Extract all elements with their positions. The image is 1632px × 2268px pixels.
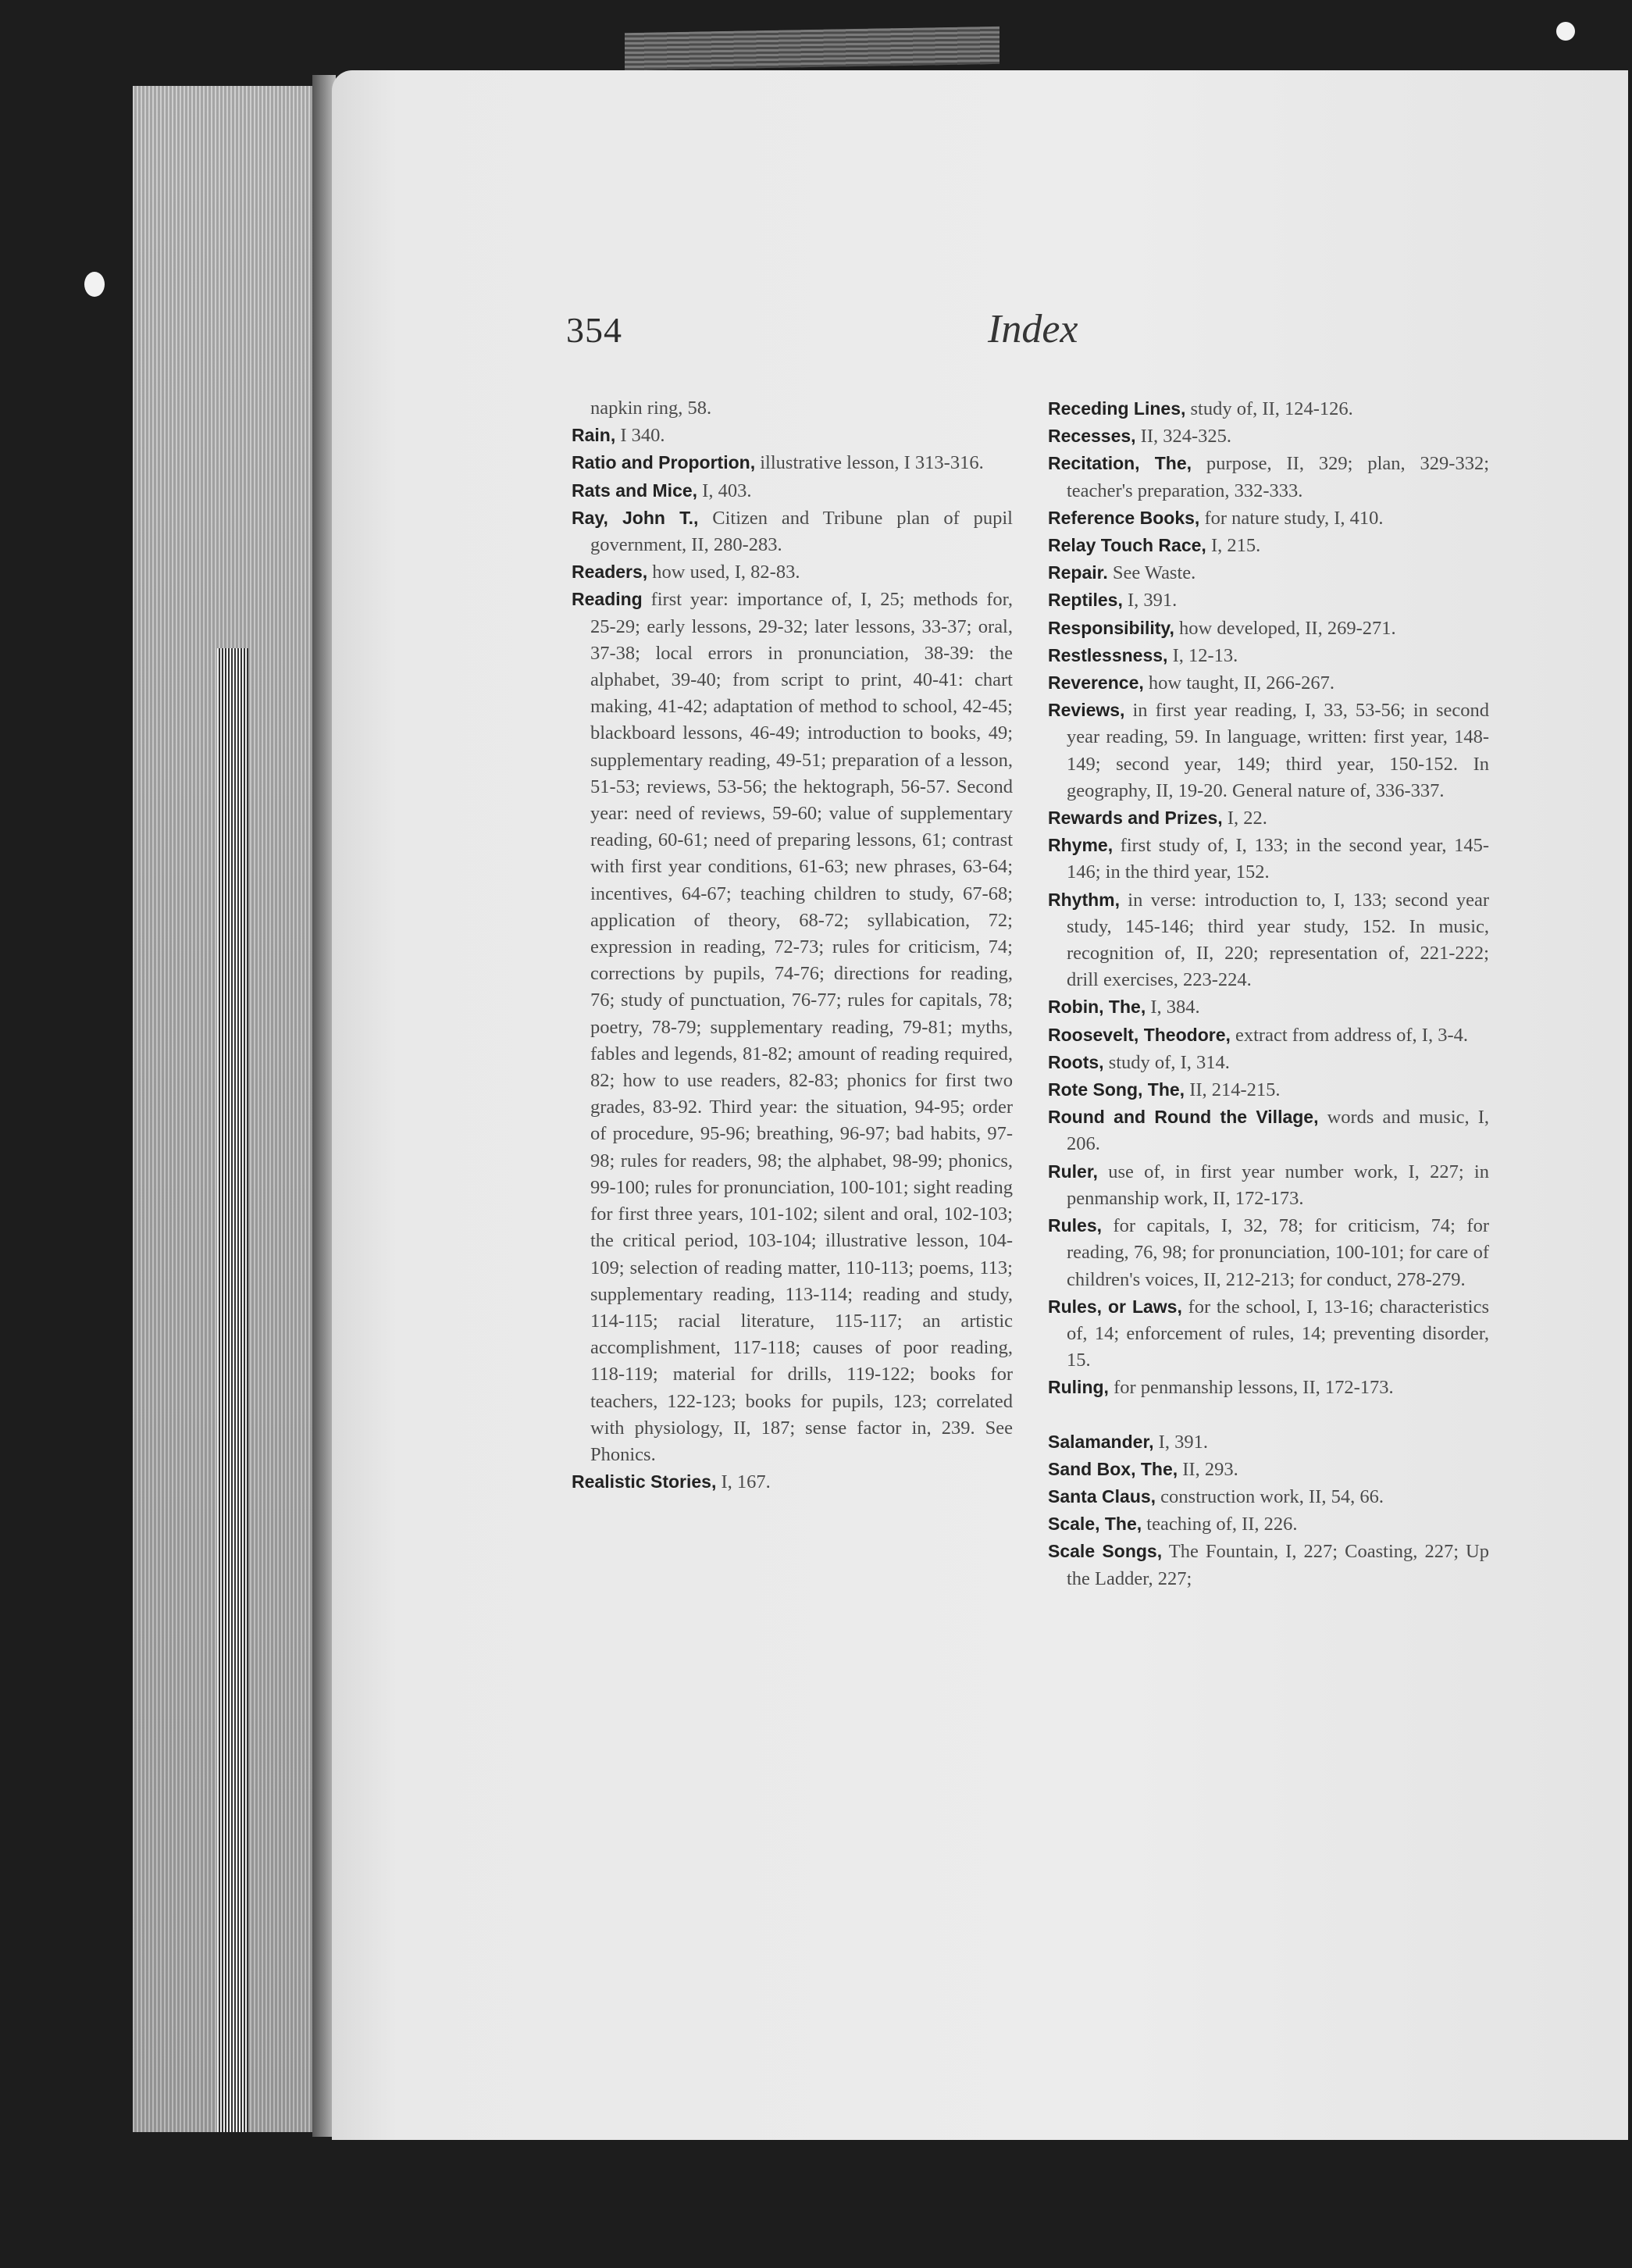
index-entry-text: II, 293. bbox=[1178, 1458, 1238, 1480]
index-entry-heading: Rhythm, bbox=[1048, 889, 1120, 910]
index-entry-heading: Ray, John T., bbox=[572, 507, 699, 528]
index-entry-heading: Receding Lines, bbox=[1048, 398, 1186, 419]
index-entry-heading: Rhyme, bbox=[1048, 835, 1114, 856]
page-number: 354 bbox=[566, 310, 622, 350]
index-entry-text: I, 22. bbox=[1222, 808, 1267, 829]
index-entry-text: study of, II, 124-126. bbox=[1185, 398, 1353, 419]
index-entry bbox=[1048, 697, 1489, 804]
index-entry bbox=[1048, 993, 1489, 1021]
index-entry-heading: Recitation, The, bbox=[1048, 453, 1192, 474]
index-entry bbox=[1048, 395, 1489, 423]
index-entry bbox=[1048, 1538, 1489, 1592]
index-entry bbox=[1048, 642, 1489, 669]
index-entry-heading: Scale, The, bbox=[1048, 1514, 1142, 1535]
index-entry-text: extract from address of, I, 3-4. bbox=[1230, 1024, 1468, 1046]
index-entry-heading: Responsibility, bbox=[1048, 617, 1174, 638]
scan-speck bbox=[84, 272, 105, 297]
index-entry-heading: Round and Round the Village, bbox=[1048, 1107, 1319, 1128]
index-entry-heading: Reverence, bbox=[1048, 672, 1144, 694]
index-entry bbox=[1048, 669, 1489, 697]
index-entry bbox=[1048, 1076, 1489, 1104]
index-entry-heading: Roots, bbox=[1048, 1051, 1104, 1072]
index-entry-text: purpose, II, 329; plan, 329-332; teacher's preparation, 332-333. bbox=[1067, 453, 1489, 501]
index-entry-text: See Waste. bbox=[1107, 562, 1196, 584]
index-entry-text: study of, I, 314. bbox=[1103, 1051, 1230, 1073]
index-entry-text: napkin ring, 58. bbox=[590, 398, 712, 419]
index-entry-text: I, 12-13. bbox=[1167, 644, 1238, 666]
index-entry-heading: Robin, The, bbox=[1048, 997, 1146, 1018]
index-entry-heading: Rewards and Prizes, bbox=[1048, 808, 1223, 829]
index-entry-text: use of, in first year number work, I, 227; in penmanship work, II, 172-173. bbox=[1067, 1161, 1489, 1209]
index-entry bbox=[1048, 1510, 1489, 1538]
index-entry bbox=[572, 1468, 1013, 1496]
index-entry-heading: Santa Claus, bbox=[1048, 1485, 1156, 1507]
index-entry-text: for the school, I, 13-16; characteristics of, 14; enforcement of rules, 14; preventing disorder, 15. bbox=[1067, 1296, 1490, 1371]
index-entry-heading: Relay Touch Race, bbox=[1048, 535, 1206, 556]
index-entry bbox=[1048, 1049, 1489, 1076]
index-entry-heading: Repair. bbox=[1048, 562, 1108, 583]
index-entry-text: in verse: introduction to, I, 133; second year study, 145-146; third year study, 152. In music, recognition of, II, 220; representation of, 221-222; drill exercises, 223-224. bbox=[1067, 889, 1489, 991]
book-page-edges-inner bbox=[217, 648, 248, 2132]
index-entry-text: for nature study, I, 410. bbox=[1199, 507, 1384, 529]
index-entry bbox=[1048, 832, 1489, 886]
index-entry-text: how developed, II, 269-271. bbox=[1174, 617, 1396, 639]
index-entry bbox=[572, 422, 1013, 449]
index-entry bbox=[1048, 1483, 1489, 1510]
index-entry bbox=[1048, 450, 1489, 504]
index-entry-heading: Reference Books, bbox=[1048, 507, 1200, 528]
index-column-right bbox=[1048, 395, 1489, 1592]
index-entry-heading: Recesses, bbox=[1048, 426, 1136, 447]
index-entry bbox=[1048, 886, 1489, 994]
index-entry bbox=[1048, 1212, 1489, 1293]
index-entry-text: for penmanship lessons, II, 172-173. bbox=[1108, 1377, 1394, 1399]
page-header bbox=[566, 309, 1491, 356]
index-entry bbox=[1048, 505, 1489, 532]
index-entry bbox=[572, 558, 1013, 586]
index-entry-heading: Reviews, bbox=[1048, 700, 1125, 721]
index-entry bbox=[1048, 1022, 1489, 1049]
index-entry-heading: Rats and Mice, bbox=[572, 480, 698, 501]
index-entry-heading: Reptiles, bbox=[1048, 590, 1123, 611]
index-entry-text: first year: importance of, I, 25; methods for, 25-29; early lessons, 29-32; later lessons, 33-37; oral, 37-38; local errors in pronunciation, 38-39: the alphabet, 39-40; from script to print, 40-41: chart making, 41-42; adaptation of method to school, 42-45; blackboard lessons, 46-49; introduction to books, 49; supplementary reading, 49-51; preparation of a lesson, 51-53; reviews, 53-56; the hektograph, 56-57. Second year: need of reviews, 59-60; value of supplementary reading, 60-61; need of preparing lessons, 61; contrast with first year conditions, 61-63; new phrases, 63-64; incentives, 64-67; teaching children to study, 67-68; application of theory, 68-72; syllabication, 72; expression in reading, 72-73; rules for criticism, 74; corrections by pupils, 74-76; directions for reading, 76; study of punctuation, 76-77; rules for capitals, 78; poetry, 78-79; supplementary reading, 79-81; myths, fables and legends, 81-82; amount of reading required, 82; how to use readers, 82-83; phonics for first two grades, 83-92. Third year: the situation, 94-95; order of procedure, 95-96; breathing, 96-97; bad habits, 97-98; rules for readers, 98; the alphabet, 98-99; phonics, 99-100; rules for pronunciation, 100-101; sight reading for first three years, 101-102; silent and oral, 102-103; the critical period, 103-104; illustrative lesson, 104-109; selection of reading matter, 110-113; poems, 113; supplementary reading, 113-114; reading and study, 114-115; racial literature, 115-117; an artistic accomplishment, 117-118; causes of poor reading, 118-119; material for drills, 119-122; books for teachers, 122-123; books for pupils, 123; correlated with physiology, II, 187; sense factor in, 239. See Phonics. bbox=[590, 589, 1013, 1465]
index-entry-heading: Ratio and Proportion, bbox=[572, 452, 756, 473]
index-entry bbox=[1048, 423, 1489, 450]
index-entry bbox=[1048, 532, 1489, 559]
index-entry-text: how taught, II, 266-267. bbox=[1143, 672, 1335, 694]
index-entry-heading: Readers, bbox=[572, 562, 648, 583]
index-entry bbox=[1048, 1104, 1489, 1157]
index-entry-text: how used, I, 82-83. bbox=[647, 562, 800, 583]
index-entry-text: II, 324-325. bbox=[1135, 426, 1232, 448]
index-entry-text: I, 215. bbox=[1206, 535, 1261, 557]
index-entry-heading: Roosevelt, Theodore, bbox=[1048, 1024, 1231, 1045]
index-entry bbox=[572, 586, 1013, 1468]
index-entry-text: I, 167. bbox=[716, 1471, 771, 1493]
index-entry-text: words and music, I, 206. bbox=[1067, 1107, 1489, 1155]
index-entry-text: I 340. bbox=[615, 425, 665, 447]
index-entry-heading: Rote Song, The, bbox=[1048, 1079, 1185, 1100]
index-entry bbox=[1048, 1374, 1489, 1401]
page-title: Index bbox=[988, 307, 1078, 351]
index-entry-heading: Rain, bbox=[572, 425, 616, 446]
index-entry-text: I, 403. bbox=[697, 480, 752, 501]
index-entry-heading: Rules, or Laws, bbox=[1048, 1296, 1182, 1317]
index-entry-text: Citizen and Tribune plan of pupil government, II, 280-283. bbox=[590, 507, 1013, 556]
index-entry-heading: Rules, bbox=[1048, 1215, 1103, 1236]
index-entry-text: teaching of, II, 226. bbox=[1142, 1514, 1298, 1535]
index-entry-text: I, 384. bbox=[1146, 997, 1200, 1018]
scan-speck bbox=[1556, 22, 1575, 41]
index-column-left bbox=[572, 395, 1013, 1496]
index-entry-heading: Realistic Stories, bbox=[572, 1471, 717, 1492]
index-entry bbox=[1048, 1293, 1489, 1375]
index-entry bbox=[572, 449, 1013, 476]
index-entry bbox=[1048, 1428, 1489, 1456]
index-entry-heading: Ruler, bbox=[1048, 1161, 1098, 1182]
index-entry-heading: Sand Box, The, bbox=[1048, 1458, 1178, 1479]
index-entry-text: The Fountain, I, 227; Coasting, 227; Up the Ladder, 227; bbox=[1067, 1541, 1489, 1589]
index-entry-text: I, 391. bbox=[1122, 590, 1178, 612]
index-entry-heading: Reading bbox=[572, 589, 643, 610]
index-entry-text: in first year reading, I, 33, 53-56; in second year reading, 59. In language, written: first year, 148-149; second year, 149; third year, 150-152. In geography, II, 19-20. General nature of, 336-337. bbox=[1067, 700, 1489, 801]
index-entry bbox=[572, 505, 1013, 558]
book-page-edges bbox=[133, 86, 332, 2132]
index-entry-text: construction work, II, 54, 66. bbox=[1156, 1485, 1384, 1507]
index-entry bbox=[1048, 804, 1489, 832]
index-entry-text: first study of, I, 133; in the second year, 145-146; in the third year, 152. bbox=[1067, 835, 1489, 883]
index-entry-heading: Salamander, bbox=[1048, 1431, 1154, 1452]
index-entry-heading: Restlessness, bbox=[1048, 644, 1168, 665]
index-entry bbox=[1048, 1158, 1489, 1212]
index-entry-text: II, 214-215. bbox=[1185, 1079, 1281, 1101]
index-entry bbox=[1048, 587, 1489, 614]
index-entry bbox=[1048, 559, 1489, 587]
scan-artifact-top bbox=[625, 27, 1000, 70]
index-entry bbox=[572, 477, 1013, 505]
index-entry-heading: Scale Songs, bbox=[1048, 1541, 1163, 1562]
index-entry-text: I, 391. bbox=[1153, 1431, 1208, 1453]
index-entry-text: for capitals, I, 32, 78; for criticism, 74; for reading, 76, 98; for pronunciation, 100-101; for care of children's voices, II, 212-213; for conduct, 278-279. bbox=[1067, 1215, 1489, 1290]
index-entry-text: illustrative lesson, I 313-316. bbox=[755, 452, 984, 474]
index-entry bbox=[1048, 1456, 1489, 1483]
index-entry-heading: Ruling, bbox=[1048, 1377, 1109, 1398]
index-entry bbox=[1048, 615, 1489, 642]
index-entry bbox=[572, 395, 1013, 422]
